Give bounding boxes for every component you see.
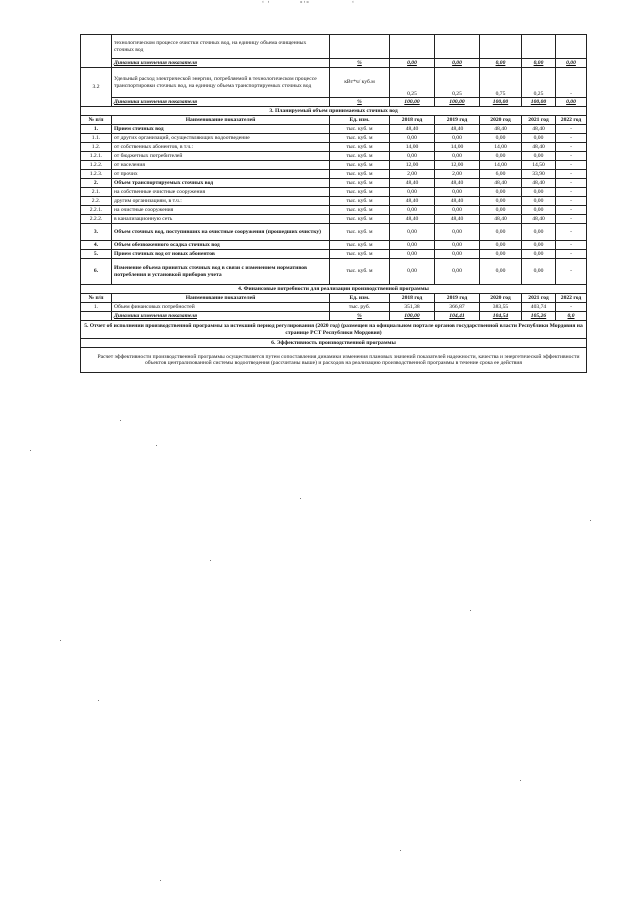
section-title: 6. Эффективность производственной программы — [81, 339, 587, 348]
column-header: 2020 год — [480, 294, 522, 303]
value-cell: 0,00 — [435, 152, 480, 161]
value-cell: 104,41 — [435, 312, 480, 321]
unit-cell: тыс. куб. м — [330, 170, 390, 179]
column-header: Ед. изм. — [330, 116, 390, 125]
unit-cell: тыс. куб. м — [330, 206, 390, 215]
unit-cell: кВт*ч/ куб.м — [330, 68, 390, 98]
value-cell: - — [556, 197, 587, 206]
indicator-name: на очистные сооружения — [112, 206, 330, 215]
number-cell: 1.1. — [81, 134, 112, 143]
indicator-name: от других организаций, осуществляющих водоотведение — [112, 134, 330, 143]
section-title: 4. Финансовые потребности для реализации производственной программы — [81, 285, 587, 294]
unit-cell: тыс. куб. м — [330, 143, 390, 152]
value-cell: 0,00 — [522, 188, 556, 197]
table-row — [81, 241, 587, 250]
value-cell — [390, 35, 435, 59]
value-cell: 48,40 — [522, 215, 556, 224]
number-cell: 1.2.3. — [81, 170, 112, 179]
table-row — [81, 197, 587, 206]
value-cell: 48,40 — [390, 125, 435, 134]
unit-cell: тыс. куб. м — [330, 125, 390, 134]
unit-cell: тыс. куб. м — [330, 250, 390, 259]
unit-cell: тыс. куб. м — [330, 179, 390, 188]
value-cell: 0,00 — [522, 134, 556, 143]
value-cell: 383,55 — [480, 303, 522, 312]
value-cell: 100,00 — [480, 98, 522, 107]
unit-cell: тыс. руб. — [330, 303, 390, 312]
value-cell: 0,00 — [390, 59, 435, 68]
value-cell: - — [556, 179, 587, 188]
indicator-name: Объем транспортируемых сточных вод — [112, 179, 330, 188]
number-cell: 5. — [81, 250, 112, 259]
efficiency-text: Расчет эффективности производственной программы осуществляется путем сопоставления динамики изменения плановых значений показателей надежности, качества и энергетической эффективности объектов централизованной системы водоотведения (рассчитаны выше) и расходов на реализацию производственной программы в течение срока ее действия — [81, 348, 587, 373]
indicator-name: на собственные очистные сооружения — [112, 188, 330, 197]
value-cell: 48,40 — [435, 197, 480, 206]
column-header: 2022 год — [556, 294, 587, 303]
value-cell: 48,40 — [522, 125, 556, 134]
section-title-row — [81, 285, 587, 294]
section-title: 3. Планируемый объем принимаемых сточных вод — [81, 107, 587, 116]
value-cell: 0,00 — [435, 59, 480, 68]
value-cell: 0,00 — [435, 259, 480, 285]
indicator-name: Прием сточных вод — [112, 125, 330, 134]
column-header: 2021 год — [522, 294, 556, 303]
value-cell: 0,00 — [522, 241, 556, 250]
value-cell: - — [556, 250, 587, 259]
table-row — [81, 125, 587, 134]
value-cell: 0,00 — [480, 206, 522, 215]
value-cell: 0,00 — [390, 134, 435, 143]
value-cell: 0,00 — [390, 188, 435, 197]
value-cell: 33,90 — [522, 170, 556, 179]
value-cell: 100,00 — [390, 98, 435, 107]
unit-cell: % — [330, 59, 390, 68]
value-cell: 12,00 — [435, 161, 480, 170]
section-row — [81, 348, 587, 373]
indicator-name: от прочих — [112, 170, 330, 179]
value-cell: 48,40 — [435, 125, 480, 134]
value-cell: 2,00 — [390, 170, 435, 179]
value-cell: 100,00 — [390, 312, 435, 321]
value-cell: 0,00 — [435, 206, 480, 215]
value-cell: - — [556, 143, 587, 152]
scan-speck — [470, 610, 471, 611]
dynamics-label: Динамика изменения показателя — [112, 59, 330, 68]
value-cell: 0,00 — [522, 206, 556, 215]
value-cell: 366,87 — [435, 303, 480, 312]
value-cell: 14,00 — [480, 161, 522, 170]
value-cell: - — [556, 206, 587, 215]
table-row — [81, 250, 587, 259]
column-header: 2019 год — [435, 116, 480, 125]
scan-speck — [160, 880, 161, 881]
value-cell: 0,00 — [390, 259, 435, 285]
value-cell: 0,00 — [522, 197, 556, 206]
indicator-name: технологическом процессе очистки сточных вод, на единицу объема очищенных сточных вод — [112, 35, 330, 59]
indicator-name: Объем финансовых потребностей — [112, 303, 330, 312]
table-row — [81, 98, 587, 107]
table-row — [81, 59, 587, 68]
table-row — [81, 35, 587, 59]
value-cell: 0,00 — [435, 134, 480, 143]
scan-speck — [520, 780, 521, 781]
value-cell: 0,25 — [522, 68, 556, 98]
value-cell: 0,00 — [522, 152, 556, 161]
table-row — [81, 68, 587, 98]
table-row — [81, 152, 587, 161]
scan-mark: ‘ ‘ — [262, 1, 271, 7]
column-header: 2019 год — [435, 294, 480, 303]
indicator-name: от собственных абонентов, в т.ч.: — [112, 143, 330, 152]
unit-cell: тыс. куб. м — [330, 197, 390, 206]
value-cell: 100,00 — [522, 98, 556, 107]
unit-cell: тыс. куб. м — [330, 188, 390, 197]
scan-mark: ‘ — [352, 1, 355, 7]
column-header: 2021 год — [522, 116, 556, 125]
value-cell: 48,40 — [390, 197, 435, 206]
unit-cell: тыс. куб. м — [330, 241, 390, 250]
number-cell: 6. — [81, 259, 112, 285]
column-header: 2020 год — [480, 116, 522, 125]
value-cell: 0,25 — [390, 68, 435, 98]
value-cell: 12,00 — [390, 161, 435, 170]
scan-speck — [156, 445, 157, 446]
section-title-row — [81, 107, 587, 116]
table-row — [81, 215, 587, 224]
unit-cell: тыс. куб. м — [330, 259, 390, 285]
unit-cell: тыс. куб. м — [330, 161, 390, 170]
unit-cell: тыс. куб. м — [330, 215, 390, 224]
value-cell: 0,00 — [556, 98, 587, 107]
scan-speck — [60, 640, 61, 641]
value-cell: 14,00 — [480, 143, 522, 152]
indicator-name: от населения — [112, 161, 330, 170]
value-cell: 0,00 — [522, 259, 556, 285]
value-cell: - — [556, 303, 587, 312]
value-cell: 0,00 — [480, 134, 522, 143]
unit-cell: тыс. куб. м — [330, 134, 390, 143]
value-cell: - — [556, 161, 587, 170]
value-cell: 0,0 — [556, 312, 587, 321]
scan-speck — [400, 850, 401, 851]
number-cell: 2.2.2. — [81, 215, 112, 224]
value-cell: - — [556, 68, 587, 98]
column-header: № п/п — [81, 116, 112, 125]
number-cell: 2.1. — [81, 188, 112, 197]
section-report-text: 5. Отчет об исполнении производственной программы за истекший период регулирования (2020 год) (размещен на официальном портале органов государственной власти Республики Мордовия на странице РСТ Республики Мордовия) — [81, 321, 587, 339]
table-row — [81, 143, 587, 152]
table-row — [81, 188, 587, 197]
value-cell: 0,00 — [480, 197, 522, 206]
value-cell: 48,40 — [390, 179, 435, 188]
value-cell: 14,00 — [390, 143, 435, 152]
value-cell: 0,00 — [390, 250, 435, 259]
value-cell: 0,00 — [480, 250, 522, 259]
value-cell: 0,00 — [480, 241, 522, 250]
number-cell: 1. — [81, 125, 112, 134]
value-cell: 48,40 — [480, 125, 522, 134]
value-cell: 14,50 — [522, 161, 556, 170]
dynamics-label: Динамика изменения показателя — [112, 312, 330, 321]
value-cell: 0,00 — [522, 250, 556, 259]
column-header: 2018 год — [390, 294, 435, 303]
indicator-name: Объем сточных вод, поступивших на очистные сооружения (прошедших очистку) — [112, 224, 330, 241]
header-row — [81, 116, 587, 125]
value-cell: 2,00 — [435, 170, 480, 179]
table-row — [81, 179, 587, 188]
column-header: № п/п — [81, 294, 112, 303]
value-cell: 48,40 — [435, 179, 480, 188]
unit-cell: % — [330, 312, 390, 321]
value-cell: 0,25 — [435, 68, 480, 98]
column-header: 2018 год — [390, 116, 435, 125]
value-cell: 0,00 — [522, 59, 556, 68]
value-cell: 48,40 — [522, 143, 556, 152]
table-row — [81, 161, 587, 170]
number-cell: 3.2 — [81, 68, 112, 107]
value-cell: 6,00 — [480, 170, 522, 179]
value-cell: 0,00 — [480, 59, 522, 68]
value-cell: 100,00 — [435, 98, 480, 107]
table-row — [81, 224, 587, 241]
column-header: Наименование показателей — [112, 294, 330, 303]
value-cell — [522, 35, 556, 59]
number-cell — [81, 35, 112, 68]
value-cell: - — [556, 170, 587, 179]
number-cell: 1.2.2. — [81, 161, 112, 170]
number-cell — [81, 312, 112, 321]
section-title-row — [81, 339, 587, 348]
table-row — [81, 170, 587, 179]
table-row — [81, 259, 587, 285]
value-cell: - — [556, 224, 587, 241]
table-row — [81, 312, 587, 321]
unit-cell — [330, 35, 390, 59]
value-cell: 0,75 — [480, 68, 522, 98]
value-cell: - — [556, 259, 587, 285]
value-cell: 0,00 — [390, 224, 435, 241]
scan-speck — [30, 450, 31, 451]
number-cell: 1.2.1. — [81, 152, 112, 161]
value-cell: 0,00 — [480, 224, 522, 241]
scan-speck — [300, 498, 301, 499]
value-cell — [480, 35, 522, 59]
value-cell: 48,40 — [435, 215, 480, 224]
value-cell: - — [556, 125, 587, 134]
value-cell: 48,40 — [522, 179, 556, 188]
value-cell: 14,00 — [435, 143, 480, 152]
value-cell: 351,38 — [390, 303, 435, 312]
value-cell — [556, 35, 587, 59]
value-cell: 0,00 — [435, 224, 480, 241]
indicator-name: от бюджетных потребителей — [112, 152, 330, 161]
scan-speck — [210, 560, 211, 561]
dynamics-label: Динамика изменения показателя — [112, 98, 330, 107]
table-row — [81, 303, 587, 312]
column-header: 2022 год — [556, 116, 587, 125]
value-cell: 0,00 — [480, 152, 522, 161]
value-cell: - — [556, 188, 587, 197]
unit-cell: % — [330, 98, 390, 107]
indicator-name: Изменение объема принятых сточных вод в связи с изменением нормативов потребления и установкой приборов учета — [112, 259, 330, 285]
column-header: Ед. изм. — [330, 294, 390, 303]
number-cell: 3. — [81, 224, 112, 241]
number-cell: 1.2. — [81, 143, 112, 152]
value-cell: 0,00 — [556, 59, 587, 68]
program-table — [80, 34, 587, 373]
value-cell: 0,00 — [435, 241, 480, 250]
number-cell: 2.2. — [81, 197, 112, 206]
value-cell: 0,00 — [435, 250, 480, 259]
value-cell: 0,00 — [390, 206, 435, 215]
value-cell: 0,00 — [480, 188, 522, 197]
section-row — [81, 321, 587, 339]
value-cell: 0,00 — [522, 224, 556, 241]
unit-cell: тыс. куб. м — [330, 152, 390, 161]
column-header: Наименование показателей — [112, 116, 330, 125]
number-cell: 2.2.1. — [81, 206, 112, 215]
indicator-name: Прием сточных вод от новых абонентов — [112, 250, 330, 259]
number-cell: 1. — [81, 303, 112, 312]
header-row — [81, 294, 587, 303]
number-cell: 4. — [81, 241, 112, 250]
table-row — [81, 206, 587, 215]
value-cell — [435, 35, 480, 59]
value-cell: 105,26 — [522, 312, 556, 321]
indicator-name: Удельный расход электрической энергии, потребляемой в технологическом процессе транспортировки сточных вод, на единицу объема транспортируемых сточных вод — [112, 68, 330, 98]
scan-speck — [98, 700, 99, 701]
value-cell: - — [556, 241, 587, 250]
table-row — [81, 134, 587, 143]
indicator-name: в канализационную сеть — [112, 215, 330, 224]
value-cell: 48,40 — [480, 215, 522, 224]
value-cell: 403,74 — [522, 303, 556, 312]
value-cell: 48,40 — [390, 215, 435, 224]
scan-speck — [120, 420, 121, 421]
value-cell: 0,00 — [390, 152, 435, 161]
value-cell: 0,00 — [435, 188, 480, 197]
value-cell: - — [556, 134, 587, 143]
value-cell: 48,40 — [480, 179, 522, 188]
value-cell: - — [556, 215, 587, 224]
scan-mark: °‘° — [300, 1, 310, 7]
value-cell: - — [556, 152, 587, 161]
indicator-name: Объем обезвоженного осадка сточных вод — [112, 241, 330, 250]
scan-speck — [590, 520, 591, 521]
unit-cell: тыс. куб. м — [330, 224, 390, 241]
indicator-name: другим организациям, в т.ч.: — [112, 197, 330, 206]
value-cell: 0,00 — [480, 259, 522, 285]
number-cell: 2. — [81, 179, 112, 188]
value-cell: 104,54 — [480, 312, 522, 321]
value-cell: 0,00 — [390, 241, 435, 250]
